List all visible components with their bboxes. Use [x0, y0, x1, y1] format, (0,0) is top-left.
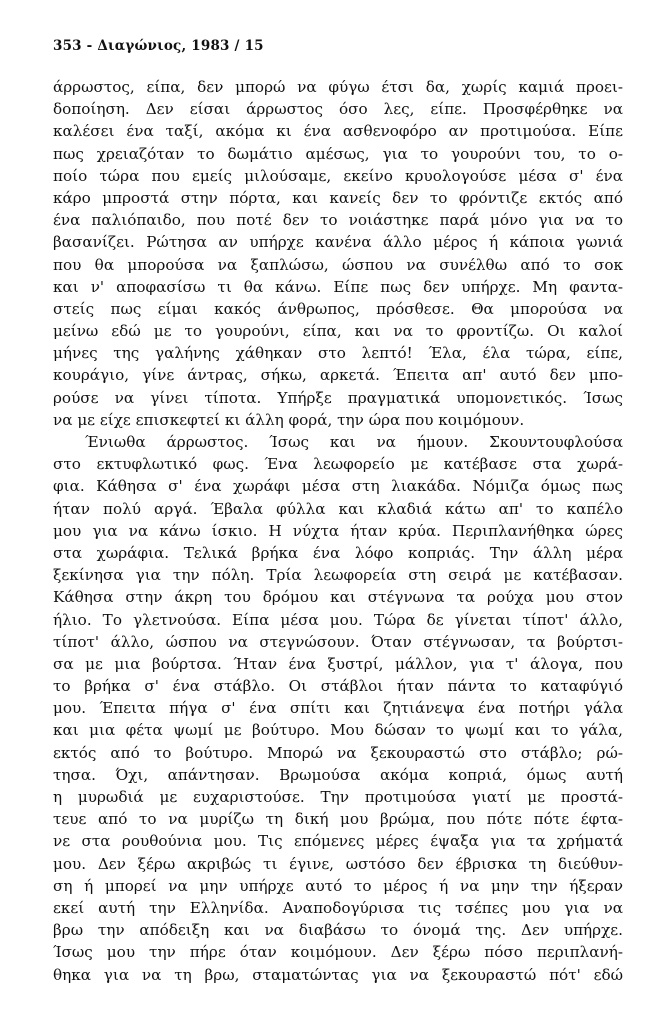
text-line: ση ή μπορεί να μην υπήρχε αυτό το μέρος ή να μην την ήξεραν — [53, 876, 623, 895]
text-line: βρω την απόδειξη και να διαβάσω το όνομά της. Δεν υπήρχε. — [53, 921, 623, 940]
text-line: ποίο τώρα που εμείς μιλούσαμε, εκείνο κρυολογούσε μέσα σ' ένα — [53, 166, 623, 185]
text-line: κάρο μπροστά στην πόρτα, και κανείς δεν το φρόντιζε εκτός από — [53, 188, 623, 207]
text-line: η μυρωδιά με ευχαριστούσε. Την προτιμούσα γιατί με προστά- — [53, 788, 623, 806]
text-line: Ίσως μου την πήρε όταν κοιμόμουν. Δεν ξέρω πόσο περιπλανή- — [53, 943, 623, 962]
text-line: στείς πως είμαι κακός άνθρωπος, πρόσθεσε. Θα μπορούσα να — [53, 299, 623, 318]
running-head: 353 - Διαγώνιος, 1983 / 15 — [53, 38, 264, 54]
text-line: φια. Κάθησα σ' ένα χωράφι μέσα στη λιακάδα. Νόμιζα όμως πως — [53, 477, 623, 496]
text-line: πως χρειαζόταν το δωμάτιο αμέσως, για το γουρούνι του, το ο- — [53, 144, 623, 163]
text-line: τίποτ' άλλο, ώσπου να στεγνώσουν. Όταν στέγνωσαν, τα βούρτσι- — [53, 632, 623, 651]
paragraph-1 — [53, 76, 623, 431]
text-line: θηκα για να τη βρω, σταματώντας για να ξεκουραστώ πότ' εδώ — [53, 965, 623, 984]
text-line: και ν' αποφασίσω τι θα κάνω. Είπε πως δεν υπήρχε. Μη φαντα- — [53, 277, 623, 296]
text-line: να με είχε επισκεφτεί κι άλλη φορά, την ώρα που κοιμόμουν. — [53, 410, 525, 429]
text-line: σα με μια βούρτσα. Ήταν ένα ξυστρί, μάλλον, για τ' άλογα, που — [53, 654, 623, 673]
text-line: άρρωστος, είπα, δεν μπορώ να φύγω έτσι δα, χωρίς καμιά προει- — [53, 78, 623, 96]
text-line: μείνω εδώ με το γουρούνι, είπα, και να το φροντίζω. Οι καλοί — [53, 322, 623, 341]
text-line: μου για να κάνω ίσκιο. Η νύχτα ήταν κρύα. Περιπλανήθηκα ώρες — [53, 521, 623, 540]
text-line: καλέσει ένα ταξί, ακόμα κι ένα ασθενοφόρο αν προτιμούσα. Είπε — [53, 122, 623, 141]
text-line: ένα παλιόπαιδο, που ποτέ δεν το νοιάστηκε παρά μόνο για να το — [53, 211, 623, 230]
text-line: Κάθησα στην άκρη του δρόμου και στέγνωνα τα ρούχα μου στον — [53, 588, 623, 607]
text-line: ρούσε να γίνει τίποτα. Υπήρξε πραγματικά υπομονετικός. Ίσως — [53, 388, 623, 407]
text-line: στο εκτυφλωτικό φως. Ένα λεωφορείο με κατέβασε στα χωρά- — [53, 455, 623, 474]
text-line: μου. Δεν ξέρω ακριβώς τι έγινε, ωστόσο δεν έβρισκα τη διεύθυν- — [53, 854, 623, 873]
text-line: εκτός από το βούτυρο. Μπορώ να ξεκουραστώ στο στάβλο; ρώ- — [53, 743, 623, 762]
text-line: νε στα ρουθούνια μου. Τις επόμενες μέρες έψαξα για τα χρήματά — [53, 832, 623, 851]
text-line: ήλιο. Το γλετνούσα. Είπα μέσα μου. Τώρα δε γίνεται τίποτ' άλλο, — [53, 610, 623, 629]
text-line: βασανίζει. Ρώτησα αν υπήρχε κανένα άλλο μέρος ή κάποια γωνιά — [53, 233, 623, 252]
text-line: μήνες της γαλήνης χάθηκαν στο λεπτό! Έλα, έλα τώρα, είπε, — [53, 344, 623, 363]
text-line: το βρήκα σ' ένα στάβλο. Οι στάβλοι ήταν πάντα το καταφύγιό — [53, 677, 623, 696]
text-line: τευε από το να μυρίζω τη δική μου βρώμα, που πότε πότε έφτα- — [53, 810, 623, 829]
text-line: εκεί αυτή την Ελληνίδα. Αναποδογύρισα τις τσέπες μου για να — [53, 898, 623, 917]
text-line: που θα μπορούσα να ξαπλώσω, ώσπου να συνέλθω από το σοκ — [53, 255, 623, 274]
text-line: ξεκίνησα για την πόλη. Τρία λεωφορεία στη σειρά με κατέβασαν. — [53, 566, 623, 585]
text-line: τησα. Όχι, απάντησαν. Βρωμούσα ακόμα κοπριά, όμως αυτή — [53, 765, 623, 784]
text-line: και μια φέτα ψωμί με βούτυρο. Μου δώσαν το ψωμί και το γάλα, — [53, 721, 623, 740]
book-page — [53, 38, 623, 986]
text-line: ήταν πολύ αργά. Έβαλα φύλλα και κλαδιά κάτω απ' το καπέλο — [53, 499, 623, 518]
text-line: Ένιωθα άρρωστος. Ίσως και να ήμουν. Σκουντουφλούσα — [85, 433, 623, 451]
text-line: κουράγιο, γίνε άντρας, σήκω, αρκετά. Έπειτα απ' αυτό δεν μπο- — [53, 366, 623, 385]
paragraph-2 — [53, 431, 623, 986]
text-line: στα χωράφια. Τελικά βρήκα ένα λόφο κοπριάς. Την άλλη μέρα — [53, 543, 623, 562]
text-line: δοποίηση. Δεν είσαι άρρωστος όσο λες, είπε. Προσφέρθηκε να — [53, 100, 623, 119]
text-line: μου. Έπειτα πήγα σ' ένα σπίτι και ζητιάνεψα ένα ποτήρι γάλα — [53, 699, 623, 718]
